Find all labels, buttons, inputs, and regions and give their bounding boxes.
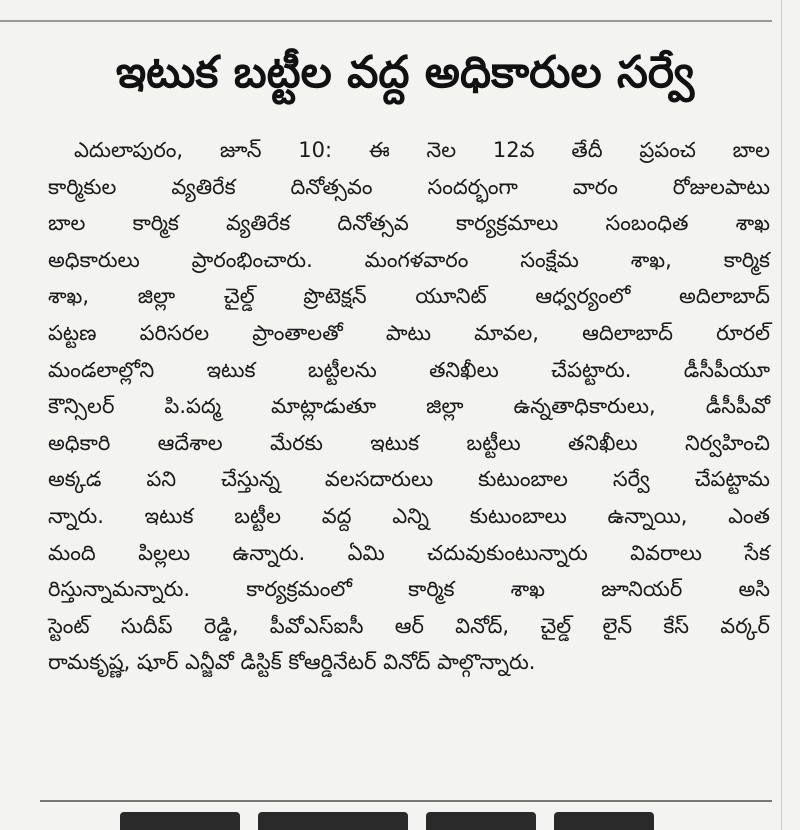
article-line: మంది పిల్లలు ఉన్నారు. ఏమి చదువుకుంటున్నారు వివరాలు సేక [48,540,770,565]
article-line: మండలాల్లోని ఇటుక బట్టీలను తనిఖీలు చేపట్టారు. డీసీపీయూ [48,357,770,382]
article-line: శాఖ, జిల్లా చైల్డ్ ప్రొటెక్షన్ యూనిట్ ఆధ్వర్యంలో అదిలాబాద్ [48,284,770,309]
column-edge [781,0,782,830]
article-line: రామకృష్ణ, షూర్ ఎన్జీవో డిస్టిక్ కోఆర్డినేటర్ వినోద్ పాల్గొన్నారు. [48,650,536,675]
article-line: అధికారి ఆదేశాల మేరకు ఇటుక బట్టీలు తనిఖీలు నిర్వహించి [48,430,770,455]
article-line: అక్కడ పని చేస్తున్న వలసదారులు కుటుంబాల సర్వే చేపట్టామ [48,467,770,492]
article-line: కౌన్సిలర్ పి.పద్మ మాట్లాడుతూ జిల్లా ఉన్నతాధికారులు, డీసీపీవో [48,394,770,419]
article-line: బాల కార్మిక వ్యతిరేక దినోత్సవ కార్యక్రమాలు సంబంధిత శాఖ [48,211,770,236]
article-line: పట్టణ పరిసరల ప్రాంతాలతో పాటు మావల, ఆదిలాబాద్ రూరల్ [48,320,770,345]
article-line: స్టెంట్ సుదీప్ రెడ్డి, పీవోఎస్ఐసీ ఆర్ వినోద్, చైల్డ్ లైన్ కేస్ వర్కర్ [48,613,770,638]
article-line: రిస్తున్నామన్నారు. కార్యక్రమంలో కార్మిక శాఖ జూనియర్ అసి [48,577,770,602]
article-body [48,132,770,681]
article-line: కార్మికుల వ్యతిరేక దినోత్సవం సందర్భంగా వారం రోజులపాటు [48,174,770,199]
top-divider [0,20,772,22]
article-line: ఎదులాపురం, జూన్ 10: ఈ నెల 12వ తేదీ ప్రపంచ బాల [74,138,770,162]
next-article-headline-cutoff [120,812,680,830]
article-line: న్నారు. ఇటుక బట్టీల వద్ద ఎన్ని కుటుంబాలు ఉన్నాయి, ఎంత [48,503,770,528]
headline: ఇటుక బట్టీల వద్ద అధికారుల సర్వే [115,47,695,98]
bottom-divider [40,800,772,802]
article-line: అధికారులు ప్రారంభించారు. మంగళవారం సంక్షేమ శాఖ, కార్మిక [48,247,770,272]
